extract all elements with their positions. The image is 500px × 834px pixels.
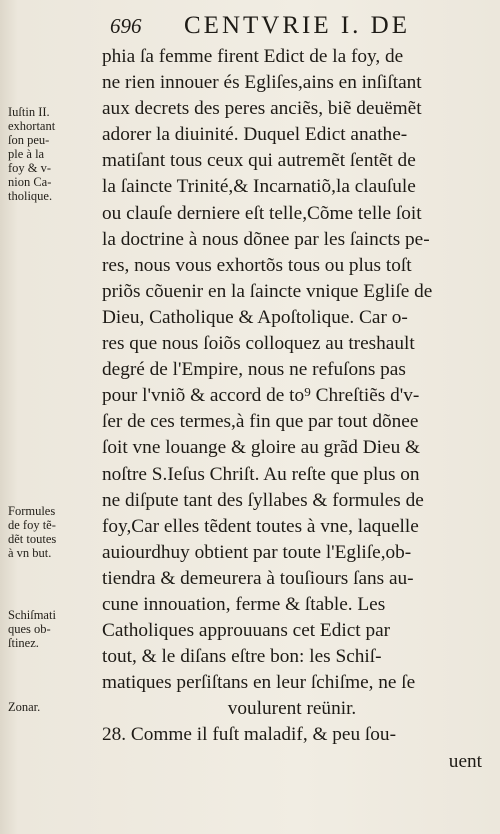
text-line: degré de l'Empire, nous ne refuſons pas — [102, 359, 406, 381]
text-line: foy,Car elles tẽdent toutes à vne, laquelle — [102, 515, 419, 537]
text-line: ſoit vne louange & gloire au grãd Dieu & — [102, 437, 421, 459]
text-line: pour l'vniõ & accord de to⁹ Chreſtiẽs d'v- — [102, 385, 420, 407]
margin-note-line: ple à la — [8, 147, 45, 161]
text-line: noſtre S.Ieſus Chriſt. Au reſte que plus on — [102, 463, 420, 485]
text-line: cune innouation, ferme & ſtable. Les — [102, 593, 386, 615]
text-line: tiendra & demeurera à touſiours ſans au- — [102, 567, 414, 589]
text-line: Dieu, Catholique & Apoſtolique. Car o- — [102, 306, 408, 328]
margin-note-line: Schiſmati — [8, 608, 56, 622]
text-line: voulurent reünir. — [227, 698, 357, 720]
margin-note-line: à vn but. — [8, 546, 52, 560]
margin-note-line: tholique. — [8, 189, 53, 203]
text-line: ſer de ces termes,à fin que par tout dõnee — [102, 411, 419, 433]
margin-note-line: ſon peu- — [8, 133, 50, 147]
section-start-line: 28. Comme il fuſt maladif, & peu ſou- — [102, 724, 396, 746]
text-line: priõs cõuenir en la ſaincte vnique Egliſe de — [102, 280, 433, 302]
margin-note-line: ſtinez. — [8, 636, 39, 650]
running-title: CENTVRIE I. DE — [184, 12, 410, 39]
margin-note-line: foy & v- — [8, 161, 52, 175]
margin-note-zonaras — [8, 700, 100, 714]
margin-note-justin — [8, 105, 100, 203]
margin-note-schismatiques — [8, 608, 100, 650]
text-line: res, nous vous exhortõs tous ou plus toſt — [102, 254, 412, 276]
text-line: matiſant tous ceux qui autremẽt ſentẽt de — [102, 150, 416, 172]
text-line: ou clauſe derniere eſt telle,Cõme telle ſoit — [102, 202, 422, 224]
margin-note-line: de foy tẽ- — [8, 518, 56, 532]
margin-note-line: Zonar. — [8, 700, 41, 714]
margin-note-formules — [8, 504, 100, 560]
margin-note-line: ques ob- — [8, 622, 51, 636]
margin-note-line: dẽt toutes — [8, 532, 57, 546]
catchword: uent — [448, 750, 482, 772]
text-line: adorer la diuinité. Duquel Edict anathe- — [102, 124, 408, 146]
text-line: auiourdhuy obtient par toute l'Egliſe,ob- — [102, 541, 412, 563]
page-header — [110, 12, 480, 46]
text-line: matiques perſiſtans en leur ſchiſme, ne ſe — [102, 672, 416, 694]
margin-note-line: Formules — [8, 504, 56, 518]
text-line: Catholiques approuuans cet Edict par — [102, 620, 391, 642]
text-line: res que nous ſoiõs colloquez au treshault — [102, 333, 415, 355]
margin-note-line: Iuſtin II. — [8, 105, 50, 119]
text-line: ne rien innouer és Egliſes,ains en inſiſtant — [102, 72, 422, 94]
text-line: tout, & le diſans eſtre bon: les Schiſ- — [102, 646, 382, 668]
margin-note-line: exhortant — [8, 119, 56, 133]
margin-note-line: nion Ca- — [8, 175, 52, 189]
text-line: la doctrine à nous dõnee par les ſaincts pe- — [102, 228, 430, 250]
text-line: aux decrets des peres anciẽs, biẽ deuëmẽt — [102, 98, 422, 120]
page-number: 696 — [110, 14, 142, 38]
text-line: phia ſa femme firent Edict de la foy, de — [102, 46, 404, 67]
text-line: ne diſpute tant des ſyllabes & formules de — [102, 489, 424, 511]
body-text — [102, 44, 482, 775]
text-line: la ſaincte Trinité,& Incarnatiõ,la clauſule — [102, 176, 416, 198]
